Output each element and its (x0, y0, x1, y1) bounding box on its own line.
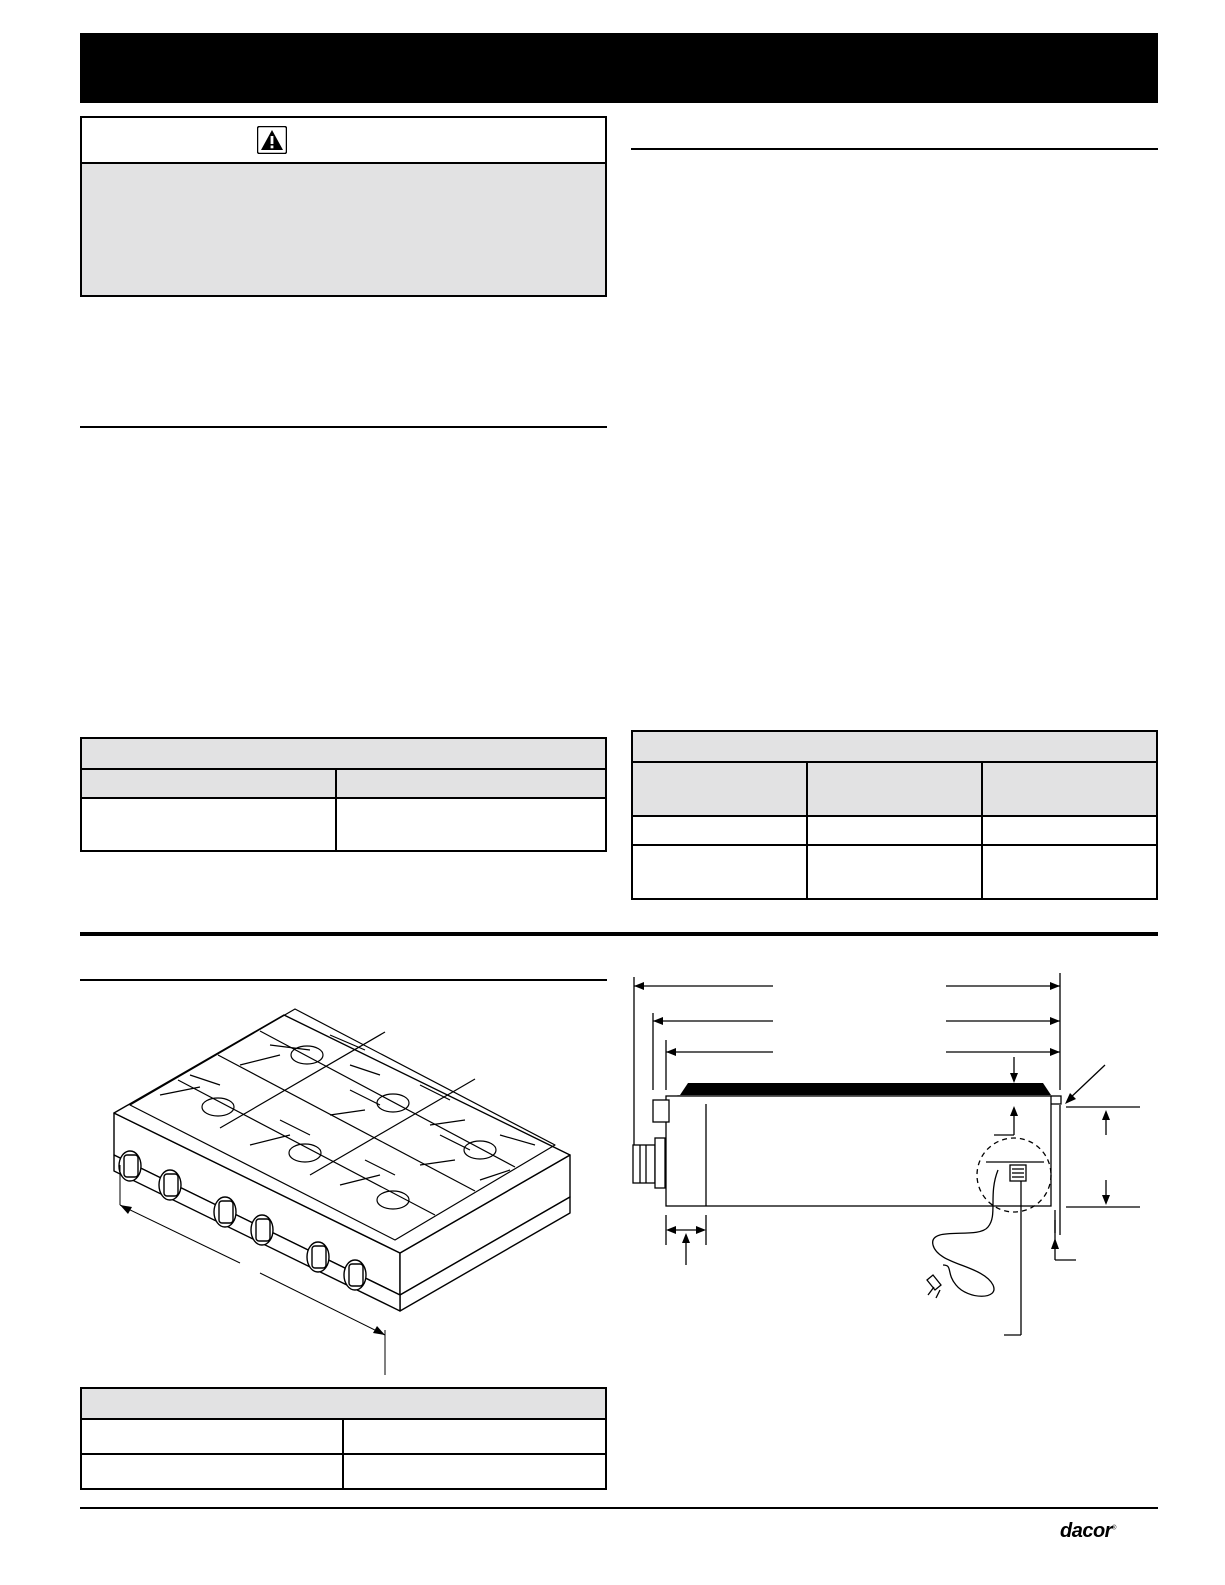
warning-box (80, 116, 607, 297)
left-lower-section-rule (80, 979, 607, 981)
right-spec-table-title-row (633, 732, 1156, 763)
right-spec-table-row-divider (633, 844, 1156, 846)
warning-box-body (82, 164, 605, 295)
dacor-logo: dacor® (1060, 1520, 1116, 1542)
section-divider-thick (80, 932, 1158, 936)
rangetop-side-dimension-diagram (628, 965, 1148, 1355)
left-spec-table-divider (335, 770, 337, 850)
rangetop-perspective-illustration (100, 995, 600, 1385)
right-spec-table-divider-2 (981, 763, 983, 898)
bottom-spec-table-divider (342, 1420, 344, 1488)
page-header-bar (80, 33, 1158, 103)
right-spec-table (631, 730, 1158, 900)
left-spec-table (80, 737, 607, 852)
left-spec-table-title-row (82, 739, 605, 770)
bottom-spec-table-title-row (82, 1389, 605, 1420)
bottom-spec-table (80, 1387, 607, 1490)
left-spec-table-header-row (82, 770, 605, 799)
dacor-logo-text: dacor (1060, 1520, 1112, 1542)
right-spec-table-header-row (633, 763, 1156, 817)
warning-triangle-icon (257, 126, 287, 154)
right-section-rule (631, 148, 1158, 150)
left-section-rule (80, 426, 607, 428)
footer-rule (80, 1507, 1158, 1509)
right-spec-table-divider-1 (806, 763, 808, 898)
warning-box-header (82, 118, 605, 164)
